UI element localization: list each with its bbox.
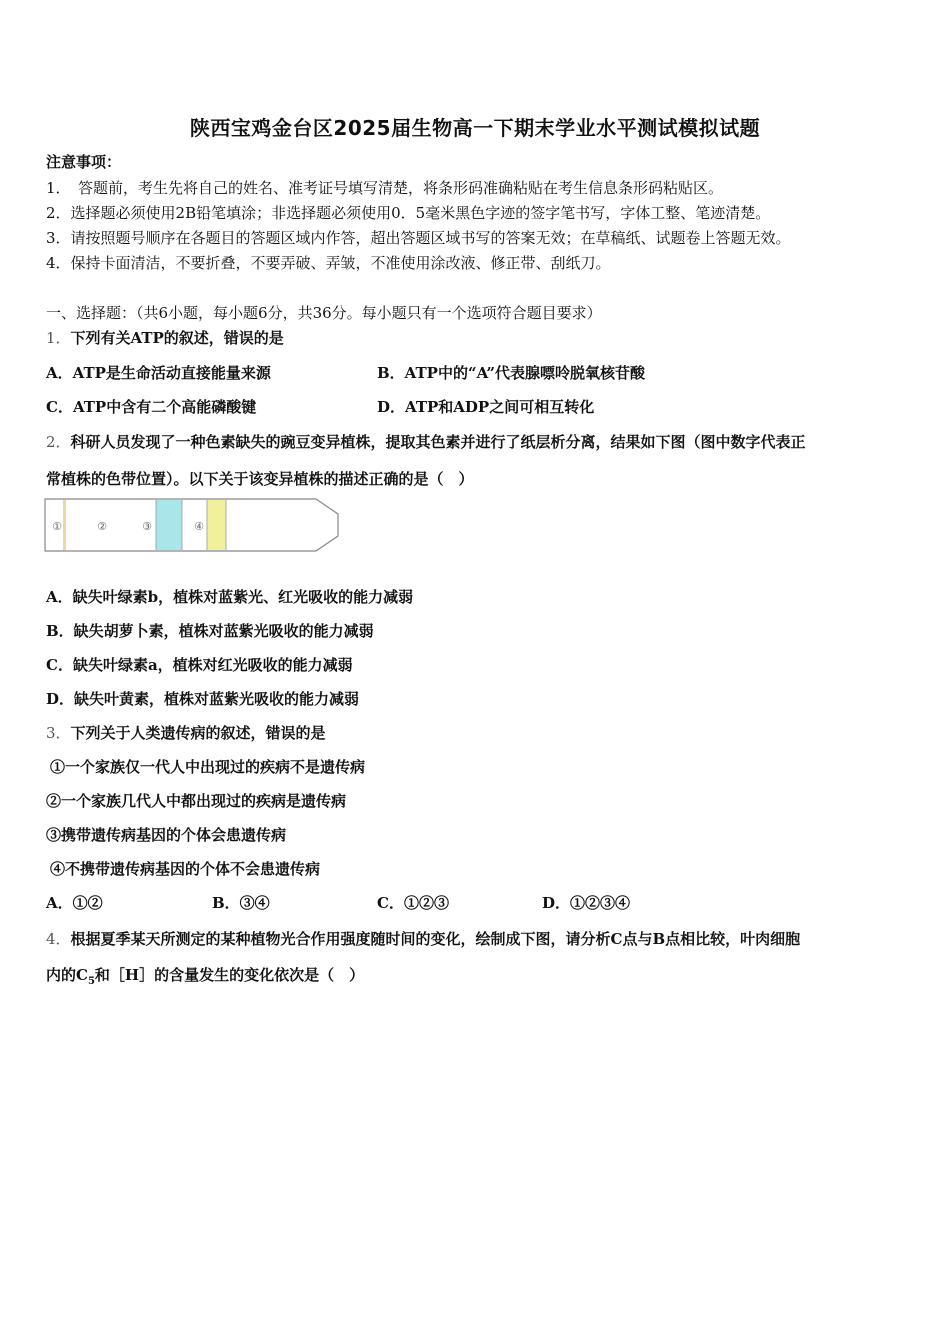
q3-statement: ④不携带遗传病基因的个体不会患遗传病	[50, 860, 321, 878]
q3-option-c: C．①②③	[377, 894, 449, 912]
q3-statement: ③携带遗传病基因的个体会患遗传病	[46, 826, 287, 844]
q4-text-post: 和［H］的含量发生的变化依次是（ ）	[94, 966, 365, 984]
q1-option-d: D．ATP和ADP之间可相互转化	[377, 398, 595, 416]
notice-item: 3．请按照题号顺序在各题目的答题区域内作答，超出答题区域书写的答案无效；在草稿纸、试题卷上答题无效。	[46, 229, 791, 247]
q2-option-a: A．缺失叶绿素b，植株对蓝紫光、红光吸收的能力减弱	[46, 588, 414, 606]
band-yellow	[207, 500, 226, 550]
question-number: 2．	[46, 433, 71, 451]
band-blue-green	[156, 500, 182, 550]
q3-option-b: B．③④	[212, 894, 270, 912]
question-text: 根据夏季某天所测定的某种植物光合作用强度随时间的变化，绘制成下图，请分析C点与B点相比较，叶肉细胞	[70, 930, 801, 948]
question-4	[46, 928, 800, 949]
q1-option-b: B．ATP中的“A”代表腺嘌呤脱氧核苷酸	[377, 364, 646, 382]
band-label: ②	[97, 520, 107, 533]
question-text: 科研人员发现了一种色素缺失的豌豆变异植株，提取其色素并进行了纸层析分离，结果如下图（图中数字代表正	[70, 433, 806, 451]
question-number: 1．	[46, 329, 71, 347]
q4-text-pre: 内的C	[46, 966, 88, 984]
question-3	[46, 722, 326, 743]
q3-option-a: A．①②	[46, 894, 103, 912]
question-1	[46, 327, 284, 348]
q2-option-b: B．缺失胡萝卜素，植株对蓝紫光吸收的能力减弱	[46, 622, 374, 640]
band-line-1	[63, 500, 66, 550]
q3-statement: ②一个家族几代人中都出现过的疾病是遗传病	[46, 792, 347, 810]
q1-option-c: C．ATP中含有二个高能磷酸键	[46, 398, 257, 416]
q1-option-a: A．ATP是生命活动直接能量来源	[46, 364, 271, 382]
notice-heading: 注意事项：	[46, 153, 122, 171]
band-label: ①	[52, 520, 62, 533]
question-text: 下列关于人类遗传病的叙述，错误的是	[70, 724, 326, 742]
notice-item: 1． 答题前，考生先将自己的姓名、准考证号填写清楚，将条形码准确粘贴在考生信息条形码粘贴区。	[46, 179, 724, 197]
band-label: ③	[142, 520, 152, 533]
q2-option-d: D．缺失叶黄素，植株对蓝紫光吸收的能力减弱	[46, 690, 360, 708]
question-text: 下列有关ATP的叙述，错误的是	[70, 329, 284, 347]
q3-option-d: D．①②③④	[542, 894, 631, 912]
q2-option-c: C．缺失叶绿素a，植株对红光吸收的能力减弱	[46, 656, 353, 674]
exam-title: 陕西宝鸡金台区2025届生物高一下期末学业水平测试模拟试题	[189, 116, 761, 140]
band-label: ④	[194, 520, 204, 533]
notice-item: 4．保持卡面清洁，不要折叠，不要弄破、弄皱，不准使用涂改液、修正带、刮纸刀。	[46, 254, 611, 272]
q3-statement: ①一个家族仅一代人中出现过的疾病不是遗传病	[50, 758, 366, 776]
chromatography-strip	[44, 496, 344, 554]
question-2-cont: 常植株的色带位置）。以下关于该变异植株的描述正确的是（ ）	[46, 470, 474, 488]
q4-subscript: 5	[87, 976, 95, 987]
question-number: 4．	[46, 930, 71, 948]
notice-item: 2．选择题必须使用2B铅笔填涂；非选择题必须使用0．5毫米黑色字迹的签字笔书写，字体工整、笔迹清楚。	[46, 204, 771, 222]
question-number: 3．	[46, 724, 71, 742]
question-4-cont	[46, 964, 364, 987]
question-2	[46, 431, 806, 452]
section-heading: 一、选择题：（共6小题，每小题6分，共36分。每小题只有一个选项符合题目要求）	[46, 304, 602, 322]
